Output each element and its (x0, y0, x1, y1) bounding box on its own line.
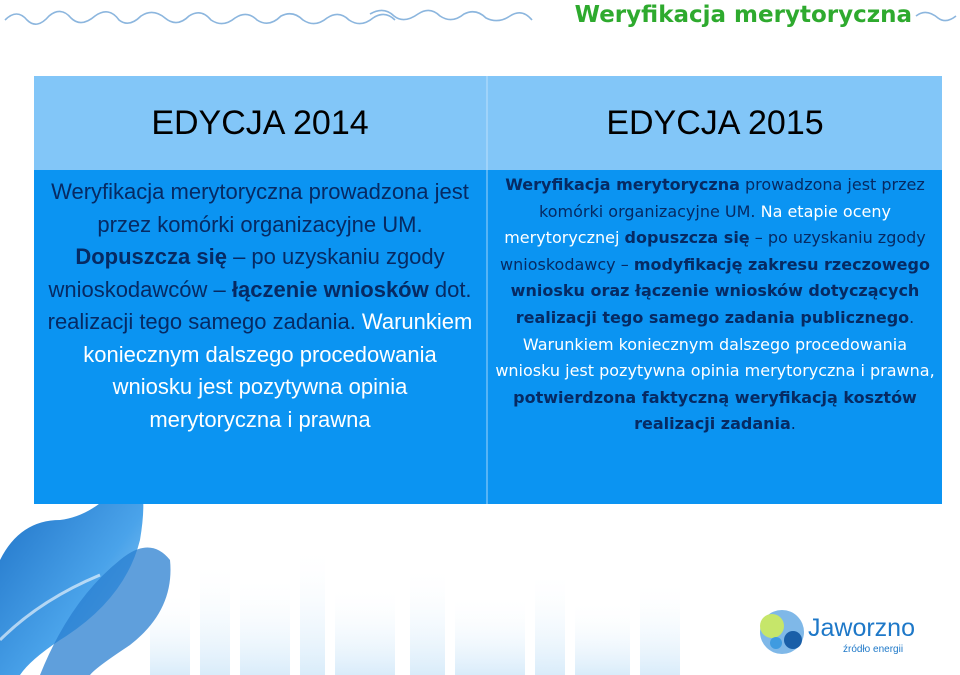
text-2015-c: – po uzyskaniu zgody wnioskodawcy – (500, 228, 926, 274)
kw-weryfikacja-2015: Weryfikacja merytoryczna (505, 175, 740, 194)
text-2014-d: Warunkiem koniecznym dalszego procedowania wniosku jest pozytywna opinia merytoryczna i prawna (83, 309, 473, 432)
logo-name: Jaworzno (808, 614, 915, 642)
cell-2014-text (34, 170, 486, 504)
header-2015: EDYCJA 2015 (486, 76, 942, 170)
text-2015-d: . (909, 307, 915, 327)
slide-title: Weryfikacja merytoryczna (574, 2, 912, 28)
kw-dopuszcza-2015: dopuszcza się (624, 228, 750, 248)
text-2015-e: Warunkiem koniecznym dalszego procedowania wniosku jest pozytywna opinia merytoryczna i prawna, (495, 334, 935, 381)
jaworzno-logo-icon (760, 610, 804, 654)
kw-modyfikacje-2015: modyfikację zakresu rzeczowego wniosku oraz łączenie wniosków dotyczących realizacji tego samego zadania publicznego (510, 254, 930, 327)
kw-weryfikacja-2014: Weryfikacja merytoryczna (51, 179, 303, 204)
text-2014-b: – po uzyskaniu zgody wnioskodawców – (48, 244, 445, 302)
header-2014: EDYCJA 2014 (34, 76, 486, 170)
text-2015-b: Na etapie oceny merytorycznej (504, 201, 891, 248)
kw-potwierdzona-2015: potwierdzona faktyczną weryfikacją kosztów realizacji zadania (513, 387, 917, 434)
kw-laczenie-2014: łączenie wniosków (231, 276, 429, 302)
city-skyline-background (150, 545, 680, 675)
text-2014-a: prowadzona jest przez komórki organizacyjne UM. (97, 179, 469, 237)
logo-tagline: źródło energii (843, 644, 904, 655)
text-2014-c: dot. realizacji tego samego zadania. (47, 276, 472, 334)
comparison-table (34, 76, 942, 504)
text-2015-a: prowadzona jest przez komórki organizacyjne UM. (539, 175, 925, 221)
cell-2015-text (486, 170, 942, 504)
text-2015-f: . (790, 414, 796, 434)
kw-dopuszcza-2014: Dopuszcza się (75, 244, 227, 269)
